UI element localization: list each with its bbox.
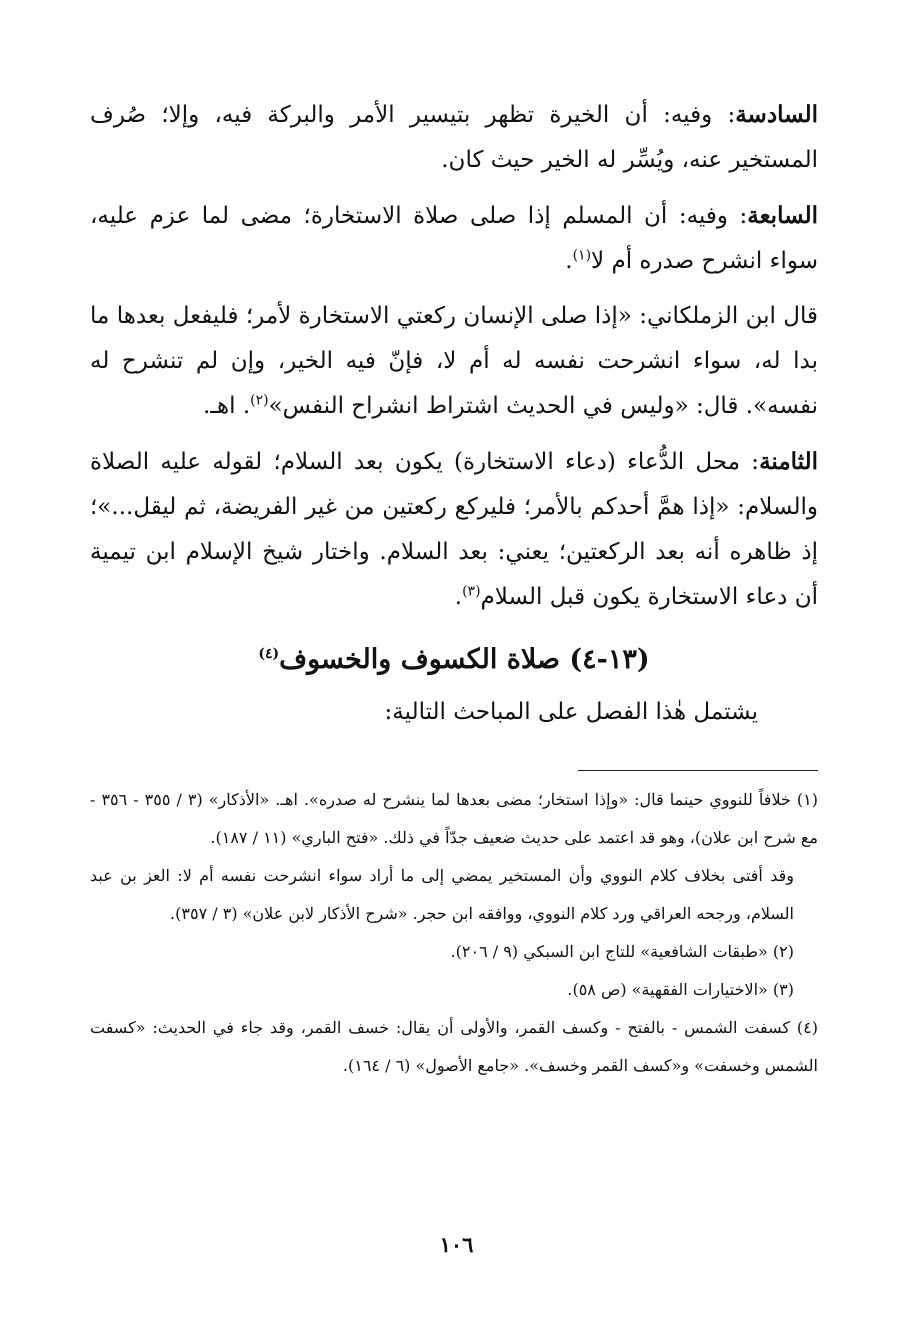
paragraph-end: .: [454, 584, 463, 610]
footnote-3: (٣) «الاختيارات الفقهية» (ص ٥٨).: [567, 980, 794, 999]
paragraph-lead: السابعة: [747, 202, 818, 229]
footnote-divider: [578, 770, 818, 771]
paragraph-text: : محل الدُّعاء (دعاء الاستخارة) يكون بعد السلام؛ لقوله عليه الصلاة والسلام: «إذا همَّ أحدكم بالأمر؛ فليركع ركعتين من غير الفريضة، ثم ليقل...»؛ إذ ظاهره أنه بعد الركعتين؛ يعني: بعد السلام. واختار شيخ الإسلام ابن تيمية أن دعاء الاستخارة يكون قبل السلام: [90, 449, 818, 610]
footnote-ref[interactable]: (٢): [250, 392, 269, 409]
paragraph-text: : وفيه: أن الخيرة تظهر بتيسير الأمر والبركة فيه، وإلا؛ صُرف المستخير عنه، ويُسِّر له الخير حيث كان.: [90, 102, 818, 173]
paragraph-zamlakani: [90, 294, 818, 429]
section-title-text: (١٣-٤) صلاة الكسوف والخسوف: [279, 644, 650, 675]
paragraph-lead: السادسة: [735, 101, 818, 128]
paragraph-lead: الثامنة: [759, 448, 818, 475]
footnote-ref[interactable]: (١): [572, 247, 592, 264]
book-page: [90, 92, 818, 1312]
page-number: ١٠٦: [439, 1232, 474, 1257]
paragraph-text: : وفيه: أن المسلم إذا صلى صلاة الاستخارة؛ مضى لما عزم عليه، سواء انشرح صدره أم لا: [90, 203, 818, 274]
footnote-ref[interactable]: (٤): [258, 646, 280, 662]
footnote-1-continued: وقد أفتى بخلاف كلام النووي وأن المستخير يمضي إلى ما أراد سواء انشرحت نفسه أم لا: العز بن عبد السلام، ورجحه العراقي ورد كلام النووي، ووافقه ابن حجر. «شرح الأذكار لابن علان» (٣ / ٣٥٧).: [90, 866, 794, 923]
paragraph-end: . اهـ.: [202, 393, 251, 419]
paragraph-text: قال ابن الزملكاني: «إذا صلى الإنسان ركعتي الاستخارة لأمر؛ فليفعل بعدها ما بدا له، سواء انشرحت نفسه له أم لا، فإنّ فيه الخير، وإن لم تنشرح له نفسه». قال: «وليس في الحديث اشتراط انشراح النفس»: [90, 303, 818, 419]
footnote-1: (١) خلافاً للنووي حينما قال: «وإذا استخار؛ مضى بعدها لما ينشرح له صدره». اهـ. «الأذكار» (٣ / ٣٥٥ - ٣٥٦ - مع شرح ابن علان)، وهو قد اعتمد على حديث ضعيف جدّاً في ذلك. «فتح الباري» (١١ / ١٨٧).: [90, 790, 818, 847]
paragraph-sixth: [90, 92, 818, 183]
footnote-2: (٢) «طبقات الشافعية» للتاج ابن السبكي (٩ / ٢٠٦).: [450, 942, 794, 961]
section-intro: يشتمل هٰذا الفصل على المباحث التالية:: [384, 699, 758, 725]
footnote-ref[interactable]: (٣): [462, 583, 481, 600]
section-heading: [90, 638, 818, 682]
paragraph-seventh: [90, 193, 818, 284]
footnote-4: (٤) كسفت الشمس - بالفتح - وكسف القمر، والأولى أن يقال: خسف القمر، وقد جاء في الحديث: «كسفت الشمس وخسفت» و«كسف القمر وخسف». «جامع الأصول» (٦ / ١٦٤).: [90, 1018, 819, 1075]
paragraph-eighth: [90, 439, 818, 620]
paragraph-end: .: [565, 248, 573, 274]
